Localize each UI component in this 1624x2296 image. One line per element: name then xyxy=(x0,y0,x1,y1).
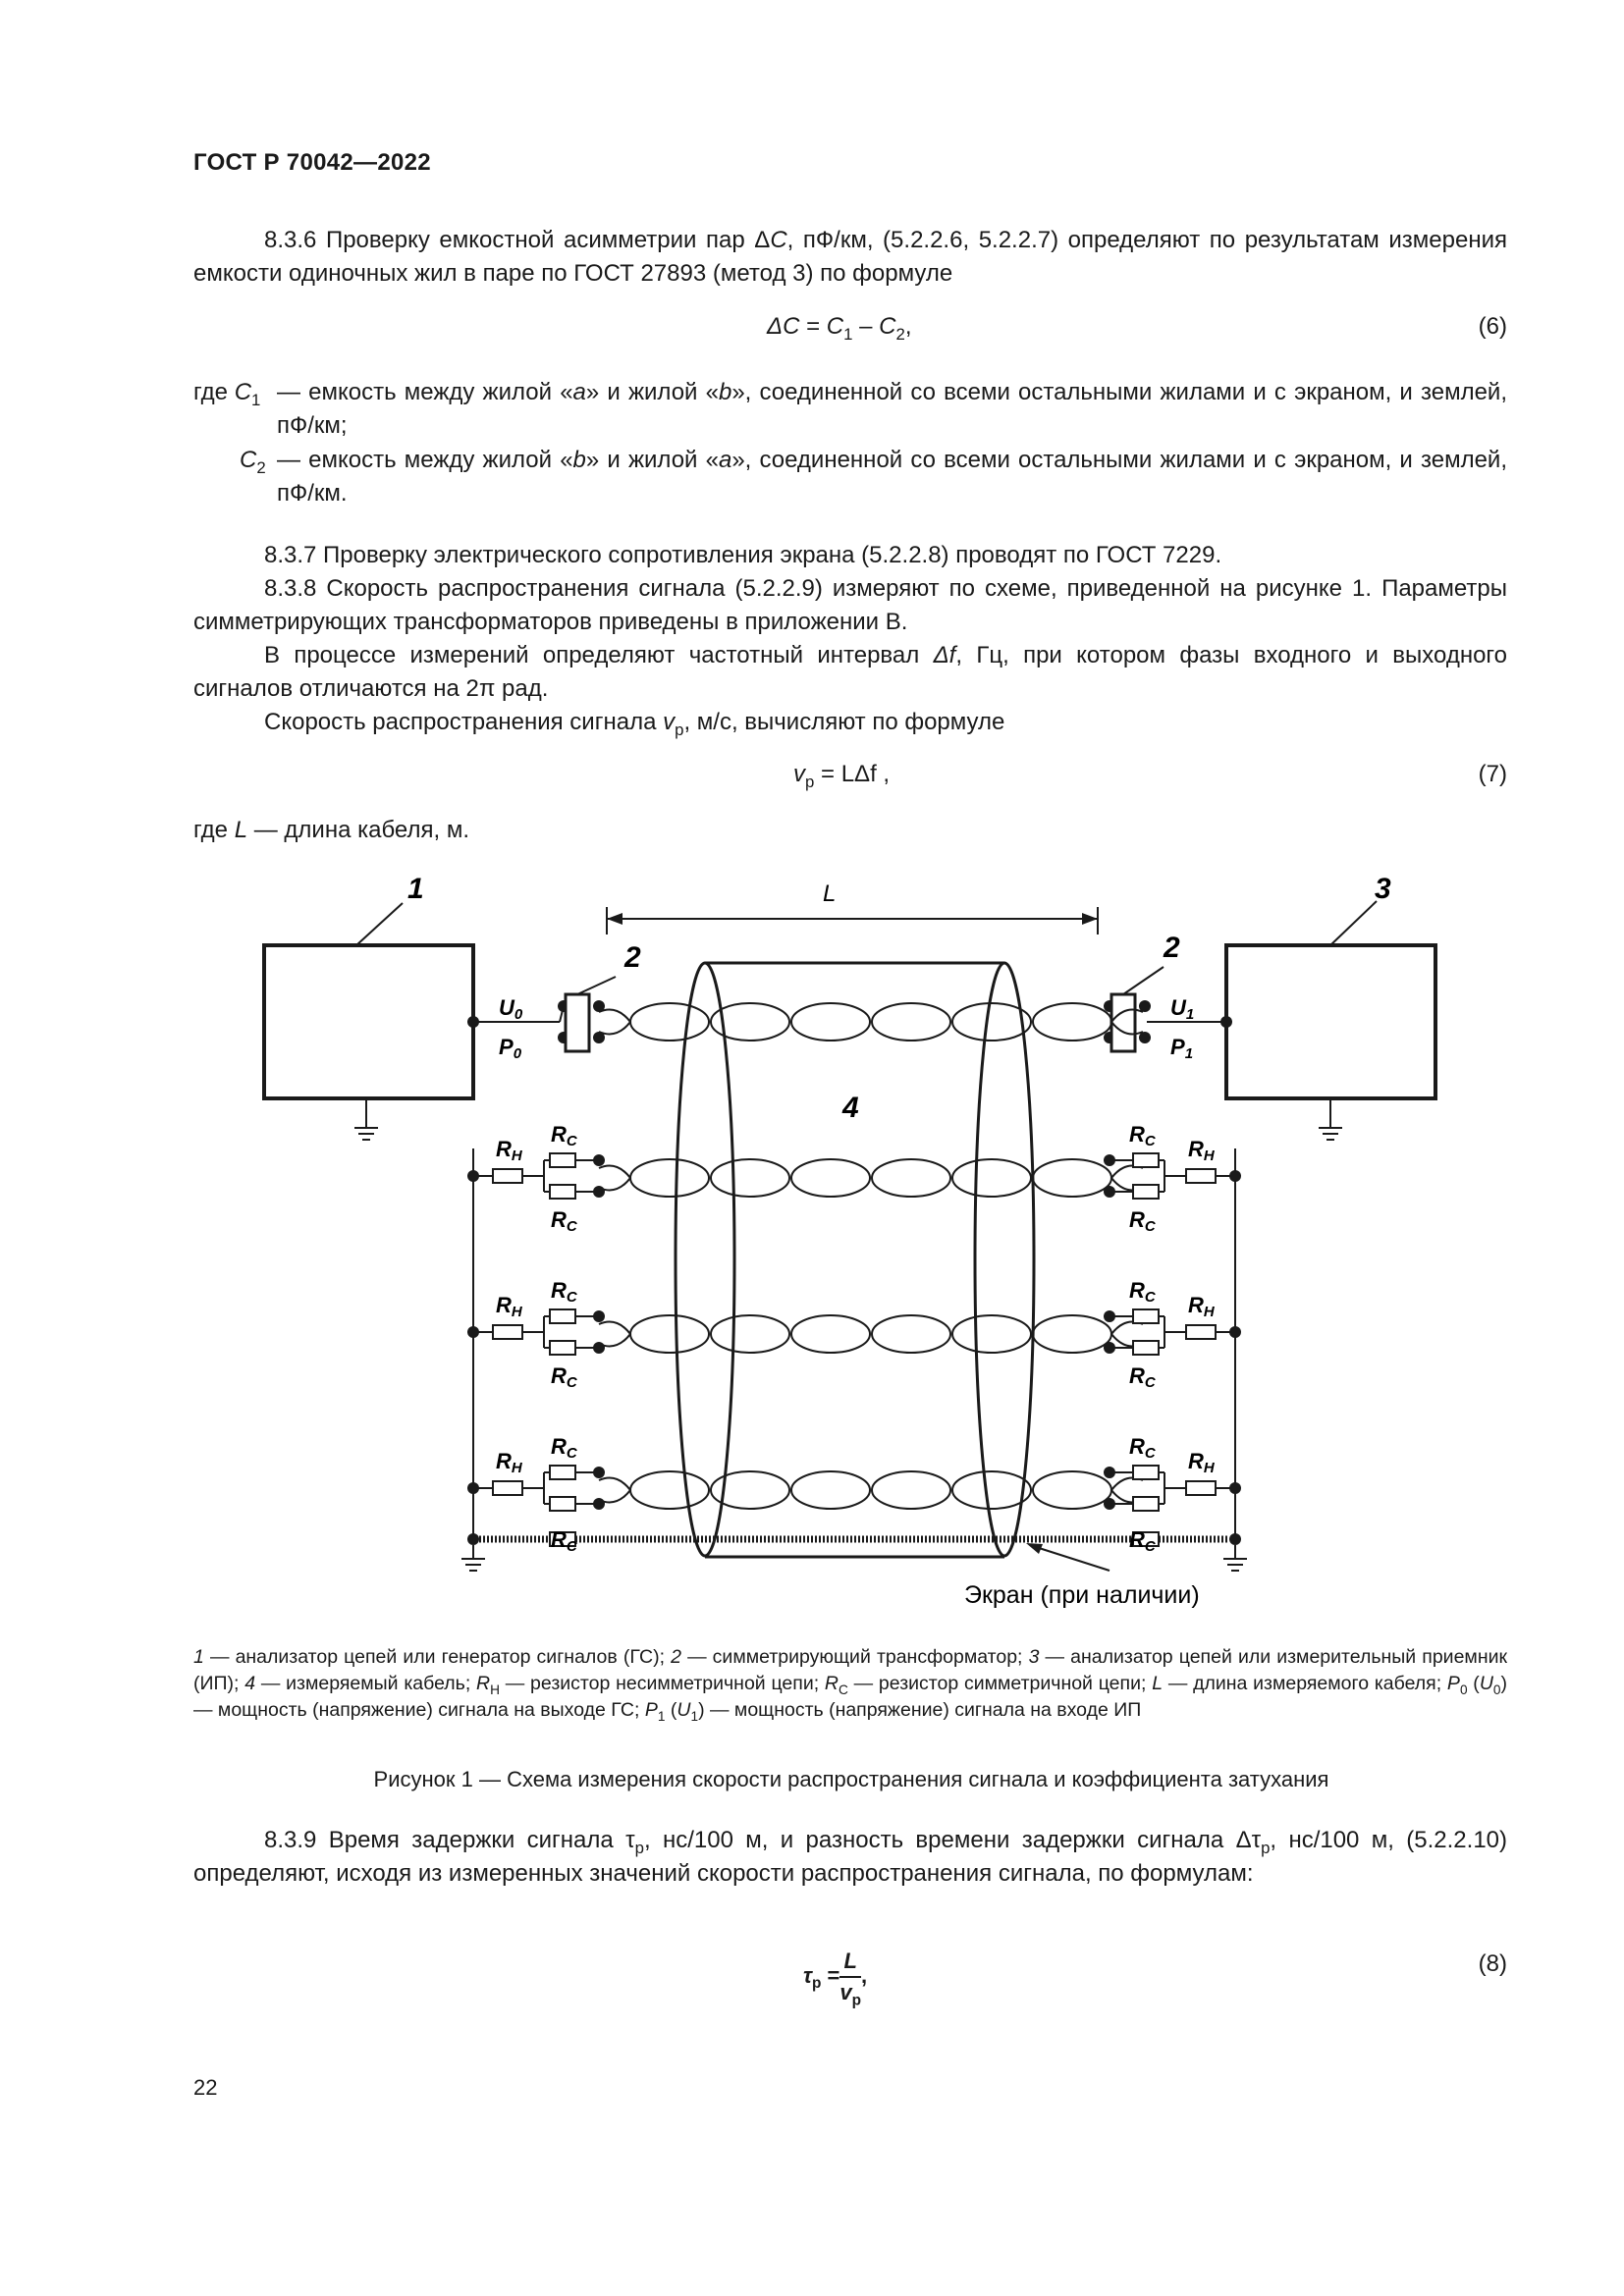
receiver-box xyxy=(1226,945,1435,1098)
label-1: 1 xyxy=(407,873,424,905)
label-p1: P1 xyxy=(1170,1035,1194,1062)
paragraph-frequency-interval: В процессе измерений определяют частотный интервал Δf, Гц, при котором фазы входного и выходного сигналов отличаются на 2π рад. xyxy=(193,642,1507,702)
formula-8: $\tau_р$ = $\frac{L}{v_р}$ , xyxy=(803,1949,868,2009)
where-6-c2: $C_2$ xyxy=(240,447,266,477)
label-u0: U0 xyxy=(499,995,523,1023)
svg-text:RС: RС xyxy=(551,1434,577,1462)
paragraph-8-3-8: 8.3.8 Скорость распространения сигнала (5.2.2.9) измеряют по схеме, приведенной на рисунке 1. Параметры симметрирующих трансформаторов приведены в приложении В. xyxy=(193,575,1507,635)
label-screen: Экран (при наличии) xyxy=(964,1581,1200,1609)
transformer-right xyxy=(1111,994,1135,1051)
document-header: ГОСТ Р 70042—2022 xyxy=(193,149,431,176)
label-p0: P0 xyxy=(499,1035,522,1062)
svg-text:RС: RС xyxy=(1129,1278,1156,1306)
paragraph-signal-speed: Скорость распространения сигнала $v_р$, м/с, вычисляют по формуле xyxy=(264,709,1005,739)
where-6-item-2: — емкость между жилой «b» и жилой «a», соединенной со всеми остальными жилами и с экраном, и землей, пФ/км. xyxy=(277,447,1507,507)
where-6-item-1: — емкость между жилой «a» и жилой «b», соединенной со всеми остальными жилами и с экраном, и землей, пФ/км; xyxy=(277,379,1507,439)
figure-title: Рисунок 1 — Схема измерения скорости распространения сигнала и коэффициента затухания xyxy=(373,1767,1329,1791)
formula-6: $\Delta C = C_1 - C_2$, xyxy=(767,313,912,344)
formula-6-number: (6) xyxy=(1478,313,1507,340)
formula-7-number: (7) xyxy=(1478,761,1507,787)
svg-text:RС: RС xyxy=(551,1207,577,1235)
svg-text:RС: RС xyxy=(1129,1434,1156,1462)
page-number: 22 xyxy=(193,2075,218,2100)
label-3: 3 xyxy=(1375,873,1391,905)
svg-text:RС: RС xyxy=(1129,1207,1156,1235)
figure-legend: 1 — анализатор цепей или генератор сигналов (ГС); 2 — симметрирующий трансформатор; 3 — анализатор цепей или измерительный приемник (ИП); 4 — измеряемый кабель; $R_Н$ — резистор несимметричной цепи; $R_С$ — резистор симметричной цепи; L — длина измеряемого кабеля; $P_0$ $(U_0)$ — мощность (напряжение) сигнала на выходе ГС; $P_1$ $(U_1)$ — мощность (напряжение) сигнала на входе ИП xyxy=(193,1646,1508,1724)
svg-text:RН: RН xyxy=(1188,1293,1215,1320)
svg-text:RН: RН xyxy=(496,1293,522,1320)
svg-text:RС: RС xyxy=(551,1122,577,1149)
cable-right-end xyxy=(975,963,1034,1556)
paragraph-8-3-7: 8.3.7 Проверку электрического сопротивления экрана (5.2.2.8) проводят по ГОСТ 7229. xyxy=(264,542,1222,568)
svg-text:RН: RН xyxy=(496,1137,522,1164)
formula-8-number: (8) xyxy=(1478,1950,1507,1977)
paragraph-8-3-6: 8.3.6 Проверку емкостной асимметрии пар ΔC, пФ/км, (5.2.2.6, 5.2.2.7) определяют по результатам измерения емкости одиночных жил в паре по ГОСТ 27893 (метод 3) по формуле xyxy=(193,227,1507,287)
svg-text:RС: RС xyxy=(1129,1527,1156,1555)
label-L: L xyxy=(823,881,837,907)
svg-text:RС: RС xyxy=(1129,1363,1156,1391)
formula-7: $v_р = L\Delta f$ , xyxy=(793,761,891,791)
svg-text:RС: RС xyxy=(551,1278,577,1306)
svg-text:RН: RН xyxy=(1188,1449,1215,1476)
where-6-lead: где $C_1$ xyxy=(193,379,261,409)
label-2-right: 2 xyxy=(1164,932,1180,964)
svg-text:RС: RС xyxy=(1129,1122,1156,1149)
transformer-left xyxy=(566,994,589,1051)
where-7: где L — длина кабеля, м. xyxy=(193,817,469,843)
svg-text:RН: RН xyxy=(496,1449,522,1476)
label-4: 4 xyxy=(842,1092,859,1124)
generator-box xyxy=(264,945,473,1098)
svg-text:RС: RС xyxy=(551,1363,577,1391)
svg-text:RН: RН xyxy=(1188,1137,1215,1164)
svg-text:RС: RС xyxy=(551,1527,577,1555)
cable-left-end xyxy=(676,963,734,1556)
paragraph-8-3-9: 8.3.9 Время задержки сигнала $\tau_р$, нс/100 м, и разность времени задержки сигнала $\Delta\tau_р$, нс/100 м, (5.2.2.10) определяют, исходя из измеренных значений скорости распространения сигнала, по формулам: xyxy=(193,1827,1508,1887)
label-2-left: 2 xyxy=(624,941,641,974)
label-u1: U1 xyxy=(1170,995,1195,1023)
